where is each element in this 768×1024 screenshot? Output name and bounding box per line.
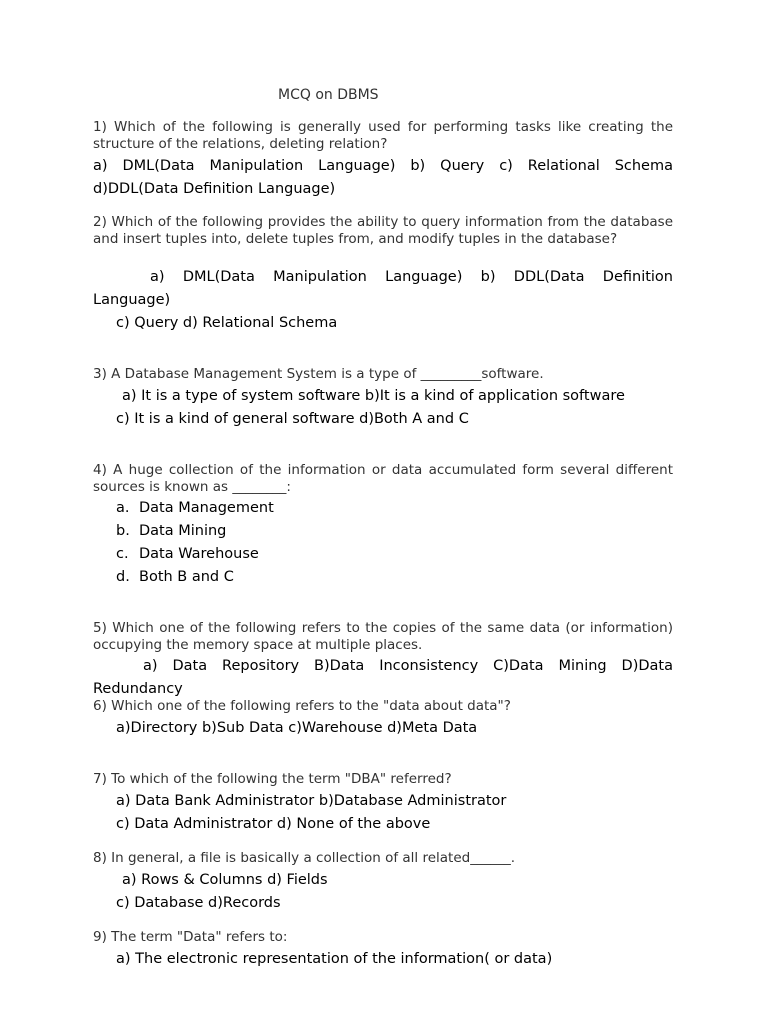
question-3-text: 3) A Database Management System is a type of _________software. bbox=[93, 366, 544, 382]
list-marker: d. bbox=[116, 569, 130, 585]
question-2-text: 2) Which of the following provides the ability to query information from the database and insert tuples into, delete tuples from, and modify tuples in the database? bbox=[93, 214, 673, 247]
question-8-options-line-2: c) Database d)Records bbox=[116, 895, 281, 911]
question-7-text: 7) To which of the following the term "DBA" referred? bbox=[93, 771, 452, 787]
list-item-label: Data Warehouse bbox=[139, 546, 259, 562]
question-6-options-line-1: a)Directory b)Sub Data c)Warehouse d)Meta Data bbox=[116, 720, 478, 736]
list-item-label: Data Management bbox=[139, 500, 274, 516]
list-item-label: Both B and C bbox=[139, 569, 234, 585]
question-1-options-line-1: a) DML(Data Manipulation Language) b) Query c) Relational Schema bbox=[93, 158, 673, 174]
question-5-options-line-1: a) Data Repository B)Data Inconsistency C)Data Mining D)Data bbox=[143, 658, 673, 674]
question-3-options-line-2: c) It is a kind of general software d)Both A and C bbox=[116, 411, 469, 427]
question-2-options-line-3: c) Query d) Relational Schema bbox=[116, 315, 338, 331]
question-2-options-line-2: Language) bbox=[93, 292, 171, 308]
question-9-options-line-1: a) The electronic representation of the information( or data) bbox=[116, 951, 553, 967]
question-1-text: 1) Which of the following is generally used for performing tasks like creating the structure of the relations, deleting relation? bbox=[93, 119, 673, 152]
question-4-option-b bbox=[116, 520, 226, 543]
list-marker: b. bbox=[116, 523, 130, 539]
document-title: MCQ on DBMS bbox=[278, 87, 379, 103]
question-5-options-line-2: Redundancy bbox=[93, 681, 183, 697]
question-2-options-line-1: a) DML(Data Manipulation Language) b) DDL(Data Definition bbox=[150, 269, 673, 285]
list-marker: a. bbox=[116, 500, 130, 516]
question-7-options-line-1: a) Data Bank Administrator b)Database Administrator bbox=[116, 793, 507, 809]
question-4-option-d bbox=[116, 566, 234, 589]
question-1-options-line-2: d)DDL(Data Definition Language) bbox=[93, 181, 336, 197]
question-4-option-c bbox=[116, 543, 259, 566]
question-8-text: 8) In general, a file is basically a collection of all related______. bbox=[93, 850, 516, 866]
question-8-options-line-1: a) Rows & Columns d) Fields bbox=[122, 872, 328, 888]
question-9-text: 9) The term "Data" refers to: bbox=[93, 929, 288, 945]
question-6-text: 6) Which one of the following refers to the "data about data"? bbox=[93, 698, 511, 714]
list-marker: c. bbox=[116, 546, 129, 562]
question-4-text: 4) A huge collection of the information or data accumulated form several different sources is known as ________: bbox=[93, 462, 673, 495]
question-4-option-a bbox=[116, 497, 274, 520]
question-5-text: 5) Which one of the following refers to the copies of the same data (or information) occupying the memory space at multiple places. bbox=[93, 620, 673, 653]
list-item-label: Data Mining bbox=[139, 523, 227, 539]
question-3-options-line-1: a) It is a type of system software b)It is a kind of application software bbox=[122, 388, 625, 404]
question-7-options-line-2: c) Data Administrator d) None of the above bbox=[116, 816, 431, 832]
